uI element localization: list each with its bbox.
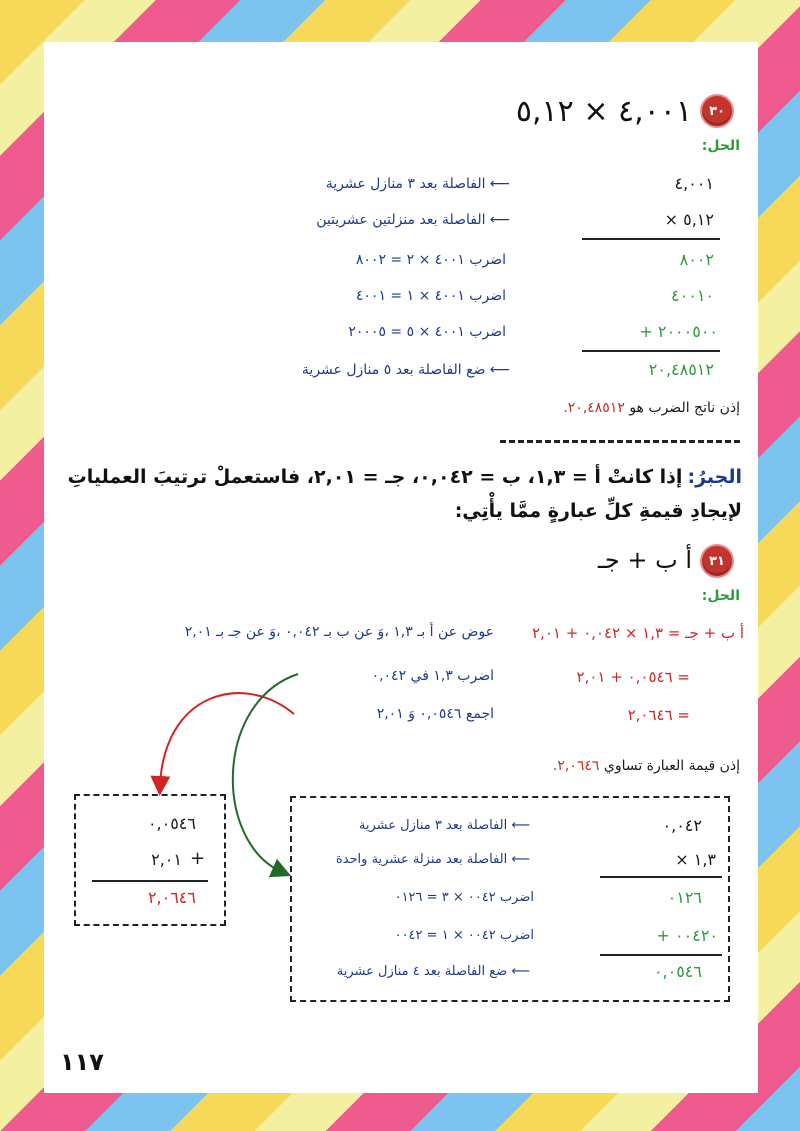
algebra-label: الجبرُ: bbox=[687, 466, 742, 488]
add-result: ٢,٠٦٤٦ bbox=[147, 888, 196, 907]
p31-step-3-expression: = ٢,٠٦٤٦ bbox=[627, 706, 690, 724]
p30-note-1: ⟵ الفاصلة بعد ٣ منازل عشرية bbox=[325, 176, 510, 192]
mult-note-3: اضرب ٠٠٤٢ × ٣ = ٠١٢٦ bbox=[394, 890, 534, 905]
mult-note-1: ⟵ الفاصلة بعد ٣ منازل عشرية bbox=[358, 818, 530, 833]
p31-step-2-expression: = ٠,٠٥٤٦ + ٢,٠١ bbox=[576, 668, 690, 686]
p30-note-4: اضرب ٤٠٠١ × ١ = ٤٠٠١ bbox=[355, 288, 506, 304]
mult-note-4: اضرب ٠٠٤٢ × ١ = ٠٠٤٢ bbox=[394, 928, 534, 943]
p30-partial-1: ٨٠٠٢ bbox=[679, 250, 714, 269]
problem-30-solution-label: الحل: bbox=[701, 138, 740, 154]
algebra-text-1: إذا كانتْ أ = ١,٣، ب = ٠,٠٤٢، جـ = ٢,٠١، فاستعملْ ترتيبَ العملياتِ bbox=[67, 466, 683, 488]
mult-note-5: ⟵ ضع الفاصلة بعد ٤ منازل عشرية bbox=[336, 964, 530, 979]
p30-multiplier: ٥,١٢ × bbox=[664, 210, 714, 229]
p31-step-3-note: اجمع ٠,٠٥٤٦ وَ ٢,٠١ bbox=[376, 706, 494, 722]
mult-sum-rule bbox=[600, 954, 722, 956]
p30-partial-3: ٢٠٠٠٥٠٠ + bbox=[639, 322, 718, 341]
mult-product: ٠,٠٥٤٦ bbox=[653, 962, 702, 981]
problem-31-expression: أ ب + جـ bbox=[597, 546, 692, 574]
mult-partial-1: ٠١٢٦ bbox=[667, 888, 702, 907]
p30-product: ٢٠,٤٨٥١٢ bbox=[648, 360, 714, 379]
mult-row-1: ٠,٠٤٢ bbox=[662, 816, 702, 835]
problem-30-expression: ٤,٠٠١ × ٥,١٢ bbox=[515, 94, 692, 129]
green-arrow bbox=[233, 674, 298, 872]
p31-step-1-note: عوض عن أ بـ ١,٣ ،وَ عن ب بـ ٠,٠٤٢ ،وَ عن جـ بـ ٢,٠١ bbox=[184, 624, 494, 640]
textbook-page bbox=[44, 42, 758, 1093]
add-row-2: ٢,٠١ bbox=[151, 850, 182, 869]
problem-31-solution-label: الحل: bbox=[701, 588, 740, 604]
p31-step-1-left: أ ب + جـ = bbox=[663, 624, 744, 642]
p30-conclusion-value: ٢٠,٤٨٥١٢. bbox=[563, 400, 625, 416]
mult-partial-2: ٠٠٤٢٠ + bbox=[656, 926, 718, 945]
p31-conclusion-text: إذن قيمة العبارة تساوي bbox=[603, 758, 740, 774]
problem-31-number: ٣١ bbox=[709, 553, 725, 569]
p31-conclusion-value: ٢,٠٦٤٦. bbox=[552, 758, 600, 774]
add-sum-rule bbox=[92, 880, 208, 882]
mult-product-rule bbox=[600, 876, 722, 878]
p30-multiplicand: ٤,٠٠١ bbox=[674, 174, 714, 193]
add-plus-sign: + bbox=[190, 848, 206, 869]
page-number: ١١٧ bbox=[60, 1048, 104, 1076]
add-row-1: ٠,٠٥٤٦ bbox=[147, 814, 196, 833]
mult-row-2: ١,٣ × bbox=[675, 850, 716, 869]
algebra-statement-line-2: لإيجادِ قيمةِ كلِّ عبارةٍ ممَّا يأْتِي: bbox=[454, 500, 742, 522]
p30-note-3: اضرب ٤٠٠١ × ٢ = ٨٠٠٢ bbox=[355, 252, 506, 268]
p30-note-5: اضرب ٤٠٠١ × ٥ = ٢٠٠٠٥ bbox=[348, 324, 506, 340]
p30-partial-2: ٤٠٠١٠ bbox=[671, 286, 714, 305]
p30-conclusion-text: إذن ناتج الضرب هو bbox=[629, 400, 740, 416]
p31-step-1-right: ١,٣ × ٠,٠٤٢ + ٢,٠١ bbox=[532, 624, 664, 642]
p31-step-2-note: اضرب ١,٣ في ٠,٠٤٢ bbox=[371, 668, 494, 684]
mult-note-2: ⟵ الفاصلة بعد منزلة عشرية واحدة bbox=[335, 852, 530, 867]
p30-note-2: ⟵ الفاصلة بعد منزلتين عشريتين bbox=[316, 212, 510, 228]
p30-note-6: ⟵ ضع الفاصلة بعد ٥ منازل عشرية bbox=[301, 362, 510, 378]
problem-30-number: ٣٠ bbox=[709, 103, 725, 119]
red-arrow bbox=[160, 693, 294, 786]
